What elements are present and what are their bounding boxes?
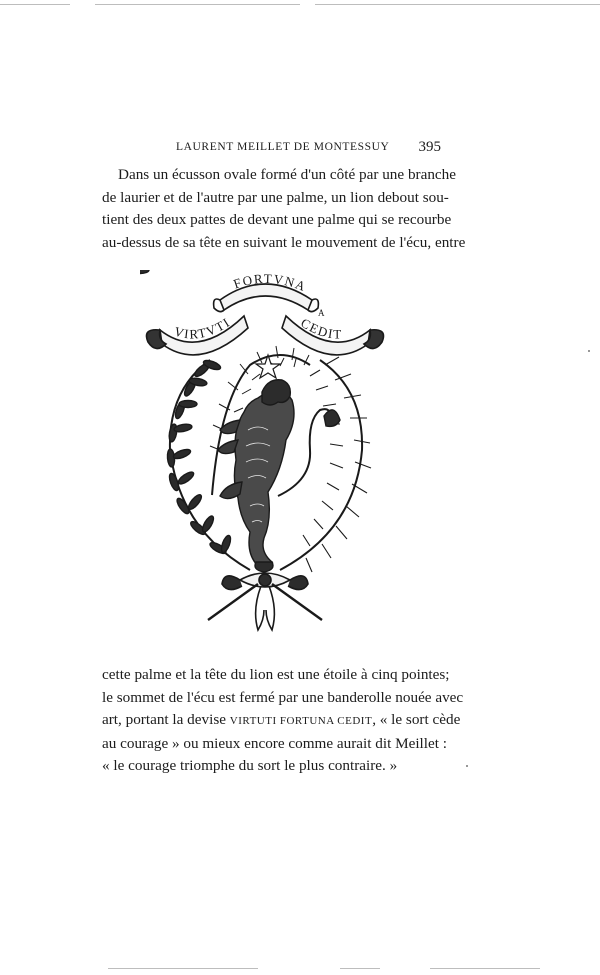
text-line: « le courage triomphe du sort le plus contraire. » <box>102 757 398 774</box>
palm-branch <box>280 357 371 572</box>
text-line: Dans un écusson ovale formé d'un côté par une branche <box>118 166 457 183</box>
ribbon-word-left: VIRTVTI <box>172 314 234 342</box>
text-line: au courage » ou mieux encore comme aurait dit Meillet : <box>102 734 447 752</box>
text-line: cette palme et la tête du lion est une étoile à cinq pointes; <box>102 666 450 683</box>
text-line: de laurier et de l'autre par une palme, un lion debout sou- <box>102 188 449 206</box>
ribbon-small-letter: A <box>318 308 326 318</box>
top-edge-rule-right <box>315 4 600 5</box>
scan-speck <box>588 350 590 352</box>
text-line: le sommet de l'écu est fermé par une banderolle nouée avec <box>102 688 464 706</box>
paragraph-top <box>102 164 466 254</box>
rampant-lion <box>218 380 340 572</box>
motto-small-caps: VIRTUTI FORTUNA CEDIT <box>229 715 373 727</box>
text-line: tient des deux pattes de devant une palme qui se recourbe <box>102 211 452 228</box>
bottom-edge-rule-right <box>430 968 540 969</box>
bottom-edge-rule-left <box>108 968 258 969</box>
bottom-edge-rule-center <box>340 968 380 969</box>
banner-ribbon <box>147 284 384 355</box>
text-segment: art, portant la devise <box>102 711 230 728</box>
text-line: au-dessus de sa tête en suivant le mouvement de l'écu, entre <box>102 233 466 251</box>
ribbon-word-right: CEDIT <box>298 314 343 342</box>
paragraph-bottom <box>102 664 464 778</box>
lion-emblem-illustration <box>140 270 390 650</box>
text-segment: , « le sort cède <box>372 711 461 728</box>
laurel-branch <box>140 270 250 570</box>
top-edge-rule-left <box>0 4 70 5</box>
running-head-title: LAURENT MEILLET DE MONTESSUY <box>176 141 390 153</box>
ribbon-word-top: FORTVNA <box>231 270 309 295</box>
page-number: 395 <box>418 139 441 155</box>
scan-speck <box>466 765 468 767</box>
top-edge-rule-center <box>95 4 300 5</box>
text-line-with-motto <box>102 709 461 733</box>
ribbon-bow <box>208 573 322 630</box>
